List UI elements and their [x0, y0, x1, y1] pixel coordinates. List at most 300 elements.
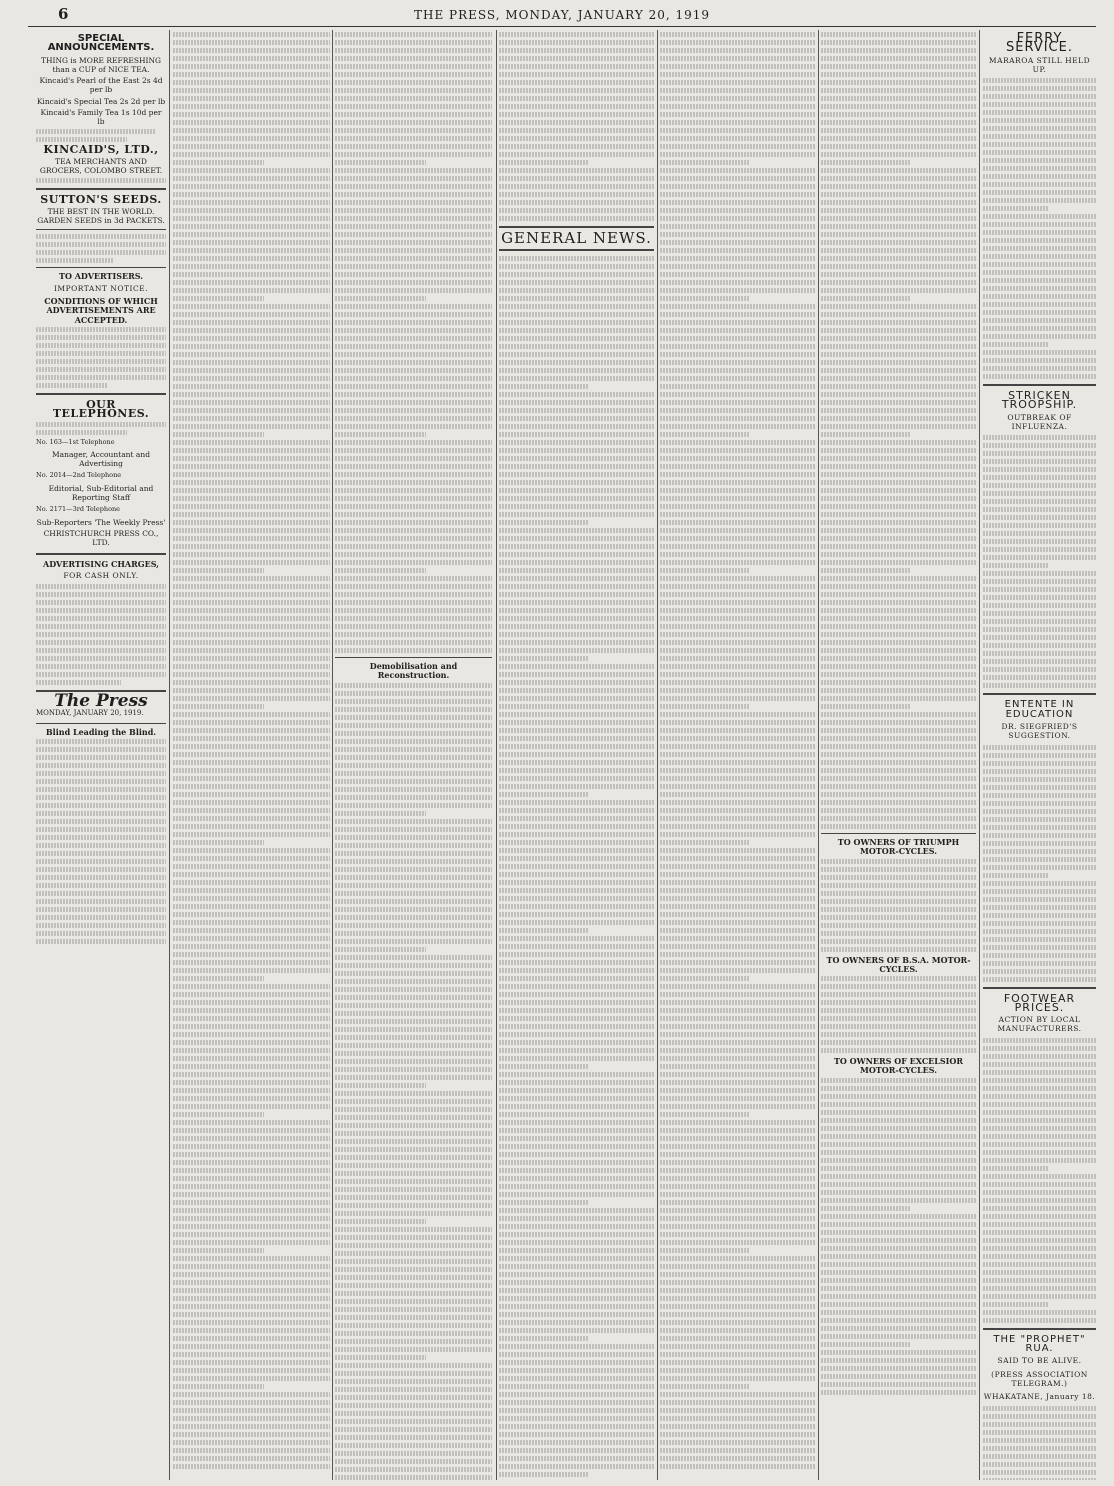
text-line [499, 1384, 654, 1389]
text-line [983, 539, 1096, 544]
text-line [173, 312, 330, 317]
text-line [983, 318, 1096, 323]
text-line [983, 905, 1096, 910]
text-line [173, 376, 330, 381]
text-line [660, 328, 815, 333]
text-line [821, 1000, 976, 1005]
text-line [983, 929, 1096, 934]
text-line [821, 1158, 976, 1163]
text-line [173, 536, 330, 541]
text-line [173, 1096, 330, 1101]
text-line [173, 1256, 330, 1261]
text-line [335, 803, 492, 808]
text-line [660, 632, 815, 637]
text-line [173, 1104, 330, 1109]
text-line [335, 112, 492, 117]
text-line [821, 376, 976, 381]
text-line [821, 280, 976, 285]
text-line [173, 1224, 330, 1229]
text-line [335, 1259, 492, 1264]
text-line [660, 1304, 815, 1309]
charges-title: ADVERTISING CHARGES, [43, 558, 159, 569]
text-line [821, 632, 976, 637]
text-line [660, 608, 815, 613]
text-line [499, 816, 654, 821]
text-line [660, 752, 815, 757]
text-line [335, 1307, 492, 1312]
text-line [821, 56, 976, 61]
text-line [173, 1072, 330, 1077]
text-line [821, 568, 911, 573]
text-line [983, 1166, 1049, 1171]
text-line [335, 1187, 492, 1192]
text-line [173, 592, 330, 597]
text-line [660, 40, 815, 45]
text-line [173, 1320, 330, 1325]
press-date: MONDAY, JANUARY 20, 1919. [36, 709, 144, 718]
text-line [821, 480, 976, 485]
text-line [499, 1208, 654, 1213]
text-line [660, 184, 815, 189]
text-line [821, 1222, 976, 1227]
text-line [983, 1070, 1096, 1075]
text-line [335, 544, 492, 549]
text-line [660, 1440, 815, 1445]
text-line [173, 824, 330, 829]
text-line [983, 587, 1096, 592]
text-line [821, 272, 976, 277]
text-line [499, 376, 654, 381]
tea-list-item: Kincaid's Pearl of the East 2s 4d per lb [39, 76, 163, 95]
text-line [173, 712, 330, 717]
text-line [499, 416, 654, 421]
text-line [335, 1019, 492, 1024]
text-line [173, 168, 330, 173]
text-line [335, 1387, 492, 1392]
text-line [983, 190, 1096, 195]
text-line [821, 336, 976, 341]
text-line [660, 1040, 815, 1045]
text-line [983, 1454, 1096, 1459]
text-line [660, 576, 815, 581]
text-line [821, 744, 976, 749]
text-line [821, 867, 976, 872]
text-line [983, 1286, 1096, 1291]
text-line [983, 961, 1096, 966]
text-line [821, 416, 976, 421]
text-line [821, 1174, 976, 1179]
text-line [173, 32, 330, 37]
text-line [499, 504, 654, 509]
text-line [660, 48, 815, 53]
text-line [173, 1440, 330, 1445]
text-line [660, 1208, 815, 1213]
prophet-title: THE "PROPHET" RUA. [993, 1333, 1086, 1355]
text-line [335, 1067, 492, 1072]
text-line [821, 352, 976, 357]
text-line [173, 640, 330, 645]
text-line [499, 840, 654, 845]
text-line [335, 1171, 492, 1176]
text-line [499, 616, 654, 621]
text-line [660, 224, 815, 229]
text-line [821, 384, 976, 389]
text-line [660, 1176, 815, 1181]
text-line [983, 841, 1096, 846]
text-line [660, 1456, 815, 1461]
text-line [821, 640, 976, 645]
text-line [821, 1150, 976, 1155]
telephones-title: OUR TELEPHONES. [52, 397, 150, 421]
text-line [660, 1344, 815, 1349]
text-line [660, 128, 815, 133]
text-line [983, 483, 1096, 488]
text-line [173, 728, 330, 733]
text-line [499, 808, 654, 813]
text-line [173, 48, 330, 53]
text-line [173, 296, 264, 301]
text-line [983, 302, 1096, 307]
text-line [335, 224, 492, 229]
text-line [821, 128, 976, 133]
text-line [660, 272, 815, 277]
text-line [335, 683, 492, 688]
text-line [983, 1182, 1096, 1187]
text-line [173, 1024, 330, 1029]
text-line [983, 825, 1096, 830]
text-line [983, 547, 1096, 552]
text-line [821, 1206, 911, 1211]
text-line [660, 952, 815, 957]
text-line [499, 1064, 589, 1069]
text-line [821, 176, 976, 181]
text-line [821, 48, 976, 53]
text-line [983, 238, 1096, 243]
text-line [983, 499, 1096, 504]
text-line [821, 312, 976, 317]
text-line [660, 208, 815, 213]
text-line [335, 1363, 492, 1368]
text-line [335, 40, 492, 45]
text-line [499, 256, 654, 261]
text-line [660, 248, 815, 253]
text-line [660, 104, 815, 109]
text-line [660, 472, 815, 477]
text-line [983, 777, 1096, 782]
text-line [335, 1435, 492, 1440]
text-line [983, 675, 1096, 680]
text-line [821, 1310, 976, 1315]
text-line [173, 1456, 330, 1461]
text-line [499, 1336, 589, 1341]
text-line [660, 1320, 815, 1325]
text-line [335, 192, 492, 197]
text-line [821, 40, 976, 45]
text-line [335, 424, 492, 429]
text-line [335, 1275, 492, 1280]
text-line [173, 184, 330, 189]
text-line [983, 214, 1096, 219]
text-line [660, 888, 815, 893]
text-line [660, 1424, 815, 1429]
text-line [983, 1238, 1096, 1243]
text-line [821, 1382, 976, 1387]
text-line [173, 1008, 330, 1013]
text-line [499, 1008, 654, 1013]
text-line [499, 96, 654, 101]
text-line [821, 1230, 976, 1235]
text-line [660, 1280, 815, 1285]
text-line [335, 344, 492, 349]
text-line [983, 753, 1096, 758]
text-line [499, 1432, 654, 1437]
text-line [660, 96, 815, 101]
text-line [983, 459, 1096, 464]
page-number: 6 [58, 5, 69, 23]
text-line [499, 312, 654, 317]
text-line [499, 560, 654, 565]
text-line [173, 448, 330, 453]
text-line [983, 913, 1096, 918]
text-line [983, 635, 1096, 640]
text-line [983, 110, 1096, 115]
text-line [821, 424, 976, 429]
text-line [983, 873, 1049, 878]
ferry-title: FERRY SERVICE. [1006, 32, 1073, 56]
text-line [821, 891, 976, 896]
text-line [660, 912, 815, 917]
text-line [335, 136, 492, 141]
text-line [499, 40, 654, 45]
text-line [335, 1419, 492, 1424]
text-line [983, 683, 1096, 688]
text-line [821, 432, 911, 437]
text-line [173, 1448, 330, 1453]
text-line [335, 440, 492, 445]
text-line [821, 536, 976, 541]
text-line [335, 1227, 492, 1232]
text-line [499, 1128, 654, 1133]
text-line [173, 880, 330, 885]
text-line [660, 720, 815, 725]
text-line [499, 216, 654, 221]
text-line [499, 1408, 654, 1413]
text-line [660, 968, 815, 973]
text-line [660, 1080, 815, 1085]
text-line [173, 440, 330, 445]
text-line [821, 112, 976, 117]
text-line [821, 456, 976, 461]
text-line [173, 56, 330, 61]
text-line [335, 384, 492, 389]
text-line [499, 952, 654, 957]
text-line [499, 464, 654, 469]
text-line [660, 1296, 815, 1301]
column-demobilisation [335, 32, 492, 1480]
text-line [983, 1110, 1096, 1115]
text-line [821, 1262, 976, 1267]
text-line [821, 1334, 976, 1339]
text-line [499, 688, 654, 693]
text-line [173, 416, 330, 421]
text-line [335, 72, 492, 77]
text-line [660, 1264, 815, 1269]
text-line [335, 304, 492, 309]
text-line [173, 480, 330, 485]
text-line [821, 216, 976, 221]
text-line [499, 752, 654, 757]
text-line [983, 150, 1096, 155]
text-line [821, 899, 976, 904]
text-line [983, 1406, 1096, 1411]
text-line [660, 1360, 815, 1365]
text-line [660, 1048, 815, 1053]
text-line [983, 801, 1096, 806]
text-line [660, 1072, 815, 1077]
text-line [499, 1080, 654, 1085]
text-line [173, 1208, 330, 1213]
text-line [821, 760, 976, 765]
text-line [660, 416, 815, 421]
text-line [499, 56, 654, 61]
text-line [173, 760, 330, 765]
text-line [660, 1400, 815, 1405]
text-line [499, 1280, 654, 1285]
text-line [335, 576, 492, 581]
text-line [335, 568, 426, 573]
text-line [660, 984, 815, 989]
text-line [173, 608, 330, 613]
text-line [335, 1475, 492, 1480]
text-line [660, 1384, 750, 1389]
text-line [983, 1054, 1096, 1059]
text-line [173, 152, 330, 157]
text-line [335, 648, 492, 653]
text-line [173, 232, 330, 237]
text-line [660, 704, 750, 709]
text-line [499, 272, 654, 277]
text-line [821, 1118, 976, 1123]
text-line [821, 915, 976, 920]
text-line [660, 592, 815, 597]
text-line [335, 859, 492, 864]
text-line [499, 392, 654, 397]
text-line [660, 800, 815, 805]
text-line [499, 712, 654, 717]
text-line [499, 544, 654, 549]
text-line [335, 1163, 492, 1168]
text-line [660, 1056, 815, 1061]
text-line [499, 1232, 654, 1237]
text-line [499, 512, 654, 517]
text-line [335, 1323, 492, 1328]
tea-list-item: Kincaid's Family Tea 1s 10d per lb [40, 108, 162, 127]
text-line [660, 432, 750, 437]
text-line [821, 1166, 976, 1171]
text-line [821, 232, 976, 237]
text-line [173, 272, 330, 277]
text-line [335, 312, 492, 317]
text-line [173, 512, 330, 517]
text-line [335, 472, 492, 477]
text-line [660, 1408, 815, 1413]
text-line [335, 520, 492, 525]
text-line [660, 168, 815, 173]
text-line [499, 264, 654, 269]
text-line [821, 1134, 976, 1139]
text-line [173, 288, 330, 293]
text-line [660, 312, 815, 317]
text-line [335, 56, 492, 61]
text-line [660, 560, 815, 565]
text-line [821, 80, 976, 85]
text-line [173, 792, 330, 797]
text-line [173, 888, 330, 893]
text-line [173, 720, 330, 725]
tea-advert: THING is MORE REFRESHING than a CUP of NICE TEA. [40, 55, 162, 74]
text-line [335, 1107, 492, 1112]
text-line [660, 1032, 815, 1037]
text-line [983, 1478, 1096, 1480]
text-line [499, 208, 654, 213]
text-line [173, 624, 330, 629]
text-line [335, 1371, 492, 1376]
text-line [173, 800, 330, 805]
text-line [499, 624, 654, 629]
text-line [335, 691, 492, 696]
text-line [983, 1038, 1096, 1043]
text-line [821, 392, 976, 397]
text-line [821, 1342, 911, 1347]
text-line [499, 656, 589, 661]
text-line [173, 360, 330, 365]
text-line [499, 528, 654, 533]
text-line [660, 1352, 815, 1357]
text-line [335, 552, 492, 557]
text-line [335, 296, 426, 301]
text-line [335, 208, 492, 213]
text-line [499, 1472, 589, 1477]
text-line [499, 1136, 654, 1141]
text-line [983, 326, 1096, 331]
text-line [660, 960, 815, 965]
text-line [335, 352, 492, 357]
text-line [821, 144, 976, 149]
text-line [499, 992, 654, 997]
text-line [821, 616, 976, 621]
text-line [335, 256, 492, 261]
special-announcements-title: SPECIAL ANNOUNCEMENTS. [47, 33, 155, 54]
text-line [499, 1320, 654, 1325]
text-line [173, 256, 330, 261]
text-line [173, 808, 330, 813]
text-line [335, 1451, 492, 1456]
text-line [821, 1032, 976, 1037]
text-line [173, 840, 264, 845]
text-line [821, 72, 976, 77]
text-line [173, 144, 330, 149]
text-line [660, 144, 815, 149]
text-line [660, 688, 815, 693]
text-line [821, 400, 976, 405]
text-line [983, 889, 1096, 894]
text-line [821, 1238, 976, 1243]
text-line [499, 344, 654, 349]
stricken-title: STRICKEN TROOPSHIP. [1001, 389, 1078, 412]
text-line [821, 512, 976, 517]
text-line [821, 992, 976, 997]
text-line [821, 1094, 976, 1099]
